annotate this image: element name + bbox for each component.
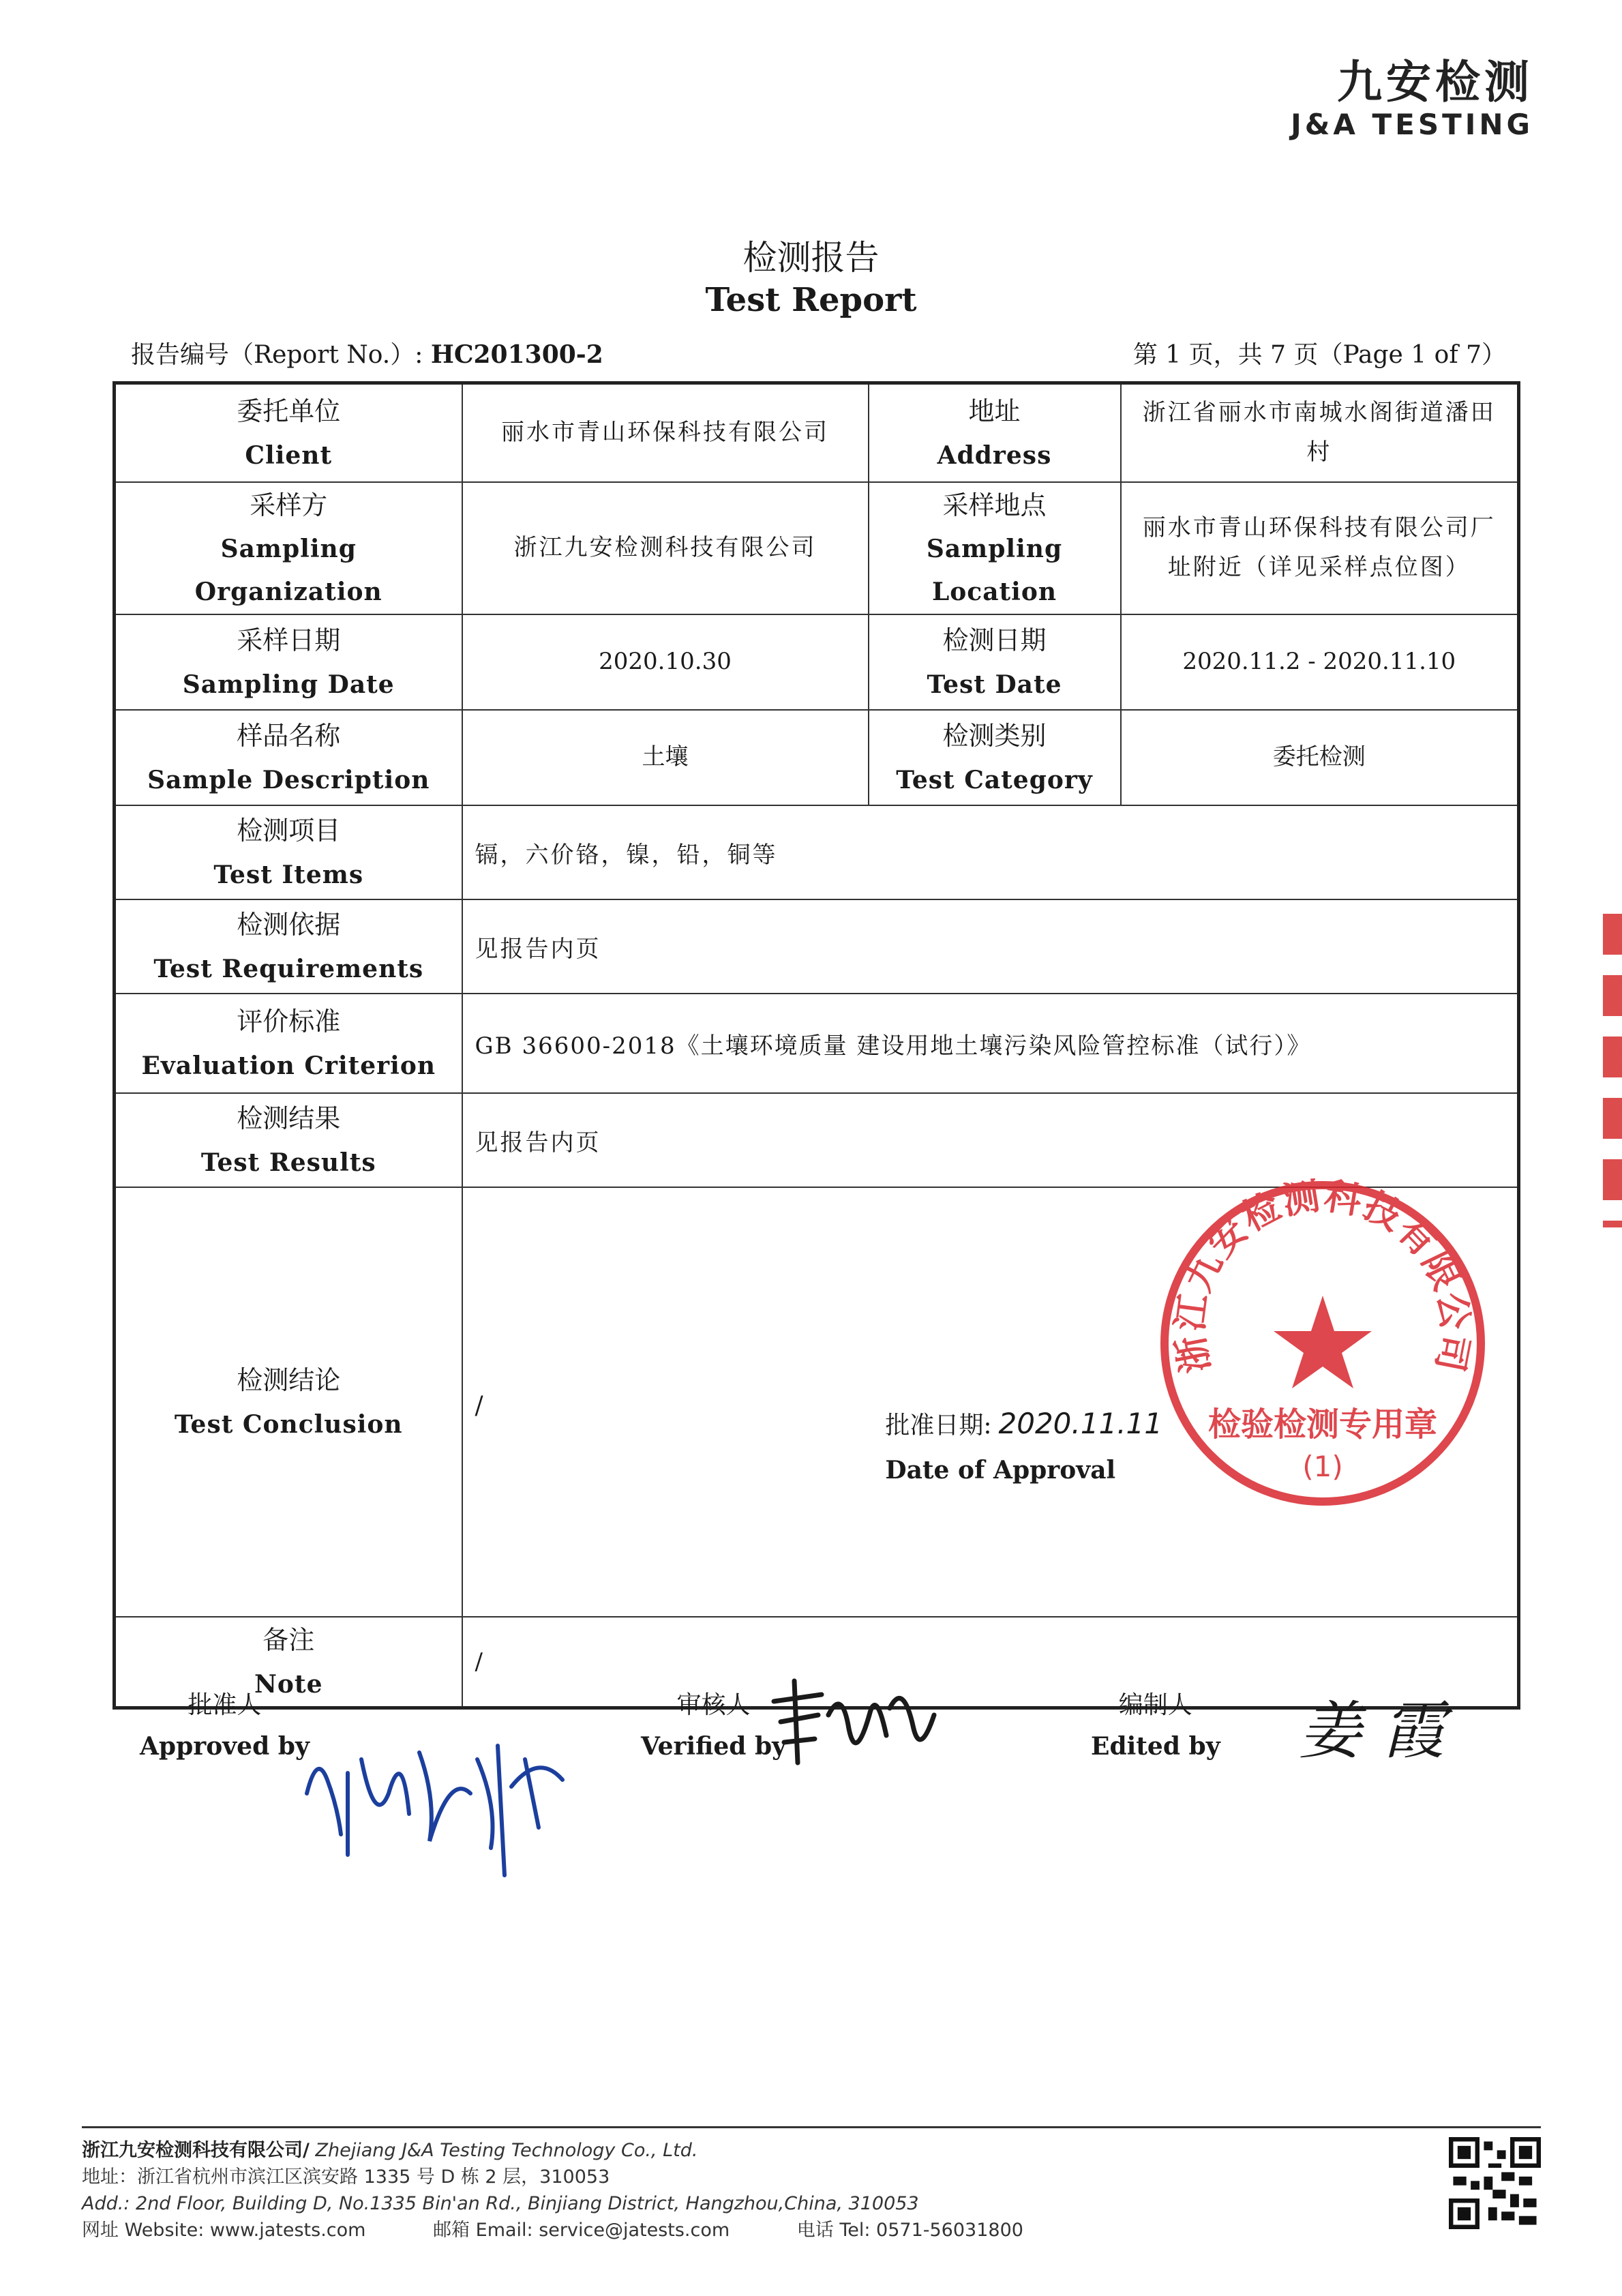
table-row bbox=[115, 383, 1519, 482]
sample-desc-value: 土壤 bbox=[462, 710, 869, 805]
footer-address-en: Add.: 2nd Floor, Building D, No.1335 Bin'an Rd., Binjiang District, Hangzhou,China, 310053 bbox=[82, 2193, 919, 2215]
report-title-cn: 检测报告 bbox=[742, 238, 880, 278]
report-number-label: 报告编号（Report No.）: bbox=[131, 341, 423, 369]
test-date-label-cn: 检测日期 bbox=[942, 625, 1047, 656]
report-title-en: Test Report bbox=[705, 281, 917, 319]
approved-by-block bbox=[140, 1684, 310, 1768]
approval-date-value: 2020.11.11 bbox=[998, 1407, 1162, 1440]
seal-number: (1) bbox=[1302, 1450, 1343, 1483]
page-info: 第 1 页，共 7 页（Page 1 of 7） bbox=[1132, 341, 1506, 369]
footer-divider bbox=[82, 2126, 1541, 2128]
test-category-label-cn: 检测类别 bbox=[942, 721, 1047, 751]
seal-bottom-text: 检验检测专用章 bbox=[1207, 1405, 1438, 1444]
editor-signature: 姜霞 bbox=[1299, 1695, 1466, 1768]
approver-signature bbox=[293, 1691, 580, 1882]
verified-by-block bbox=[641, 1684, 786, 1768]
conclusion-label-cn: 检测结论 bbox=[237, 1365, 341, 1396]
test-date-label bbox=[869, 614, 1121, 710]
sample-desc-label-en: Sample Description bbox=[147, 765, 430, 794]
table-row bbox=[115, 805, 1519, 899]
footer-company-en: Zhejiang J&A Testing Technology Co., Ltd. bbox=[315, 2140, 698, 2161]
approval-date-label-en: Date of Approval bbox=[885, 1456, 1116, 1485]
company-seal bbox=[1152, 1173, 1493, 1514]
note-label-cn: 备注 bbox=[262, 1625, 315, 1655]
client-label-cn: 委托单位 bbox=[237, 396, 341, 426]
test-requirements-value: 见报告内页 bbox=[462, 899, 1519, 994]
footer-website: 网址 Website: www.jatests.com bbox=[82, 2220, 366, 2241]
conclusion-value: / bbox=[475, 1391, 483, 1420]
qr-code-icon bbox=[1449, 2137, 1541, 2229]
edited-by-label-cn: 编制人 bbox=[1118, 1691, 1192, 1719]
sample-desc-label-cn: 样品名称 bbox=[237, 721, 341, 751]
verified-by-label-cn: 审核人 bbox=[676, 1691, 751, 1719]
note-value: / bbox=[462, 1617, 1519, 1708]
sampling-org-label bbox=[115, 482, 462, 615]
evaluation-label-cn: 评价标准 bbox=[237, 1007, 341, 1037]
sampling-location-label-cn: 采样地点 bbox=[942, 490, 1047, 520]
address-label-cn: 地址 bbox=[968, 396, 1021, 426]
test-items-label bbox=[115, 805, 462, 899]
test-items-value: 镉，六价铬，镍，铅，铜等 bbox=[462, 805, 1519, 899]
conclusion-label bbox=[115, 1187, 462, 1617]
address-label-en: Address bbox=[937, 441, 1052, 470]
test-category-label bbox=[869, 710, 1121, 805]
test-requirements-label-en: Test Requirements bbox=[153, 954, 424, 983]
edge-seal-mark bbox=[1603, 914, 1622, 1227]
test-items-label-en: Test Items bbox=[213, 860, 364, 889]
test-results-label-cn: 检测结果 bbox=[237, 1103, 341, 1134]
test-requirements-label-cn: 检测依据 bbox=[237, 910, 341, 940]
report-number-value: HC201300-2 bbox=[430, 340, 603, 369]
test-category-label-en: Test Category bbox=[896, 765, 1093, 794]
table-row bbox=[115, 710, 1519, 805]
test-items-label-cn: 检测项目 bbox=[237, 816, 341, 846]
test-results-value: 见报告内页 bbox=[462, 1093, 1519, 1187]
logo-cn: 九安检测 bbox=[1337, 56, 1533, 108]
company-logo bbox=[1291, 58, 1533, 141]
approved-by-label-en: Approved by bbox=[140, 1732, 310, 1761]
sampling-date-label bbox=[115, 614, 462, 710]
table-row bbox=[115, 994, 1519, 1093]
sampling-org-label-cn: 采样方 bbox=[250, 490, 328, 520]
sample-desc-label bbox=[115, 710, 462, 805]
address-value: 浙江省丽水市南城水阁街道潘田村 bbox=[1121, 383, 1519, 482]
note-label-en: Note bbox=[254, 1669, 323, 1699]
approval-date-label: 批准日期: bbox=[885, 1412, 992, 1440]
conclusion-label-en: Test Conclusion bbox=[174, 1410, 403, 1439]
report-number bbox=[131, 336, 603, 370]
verifier-signature bbox=[767, 1674, 944, 1776]
seal-star-icon bbox=[1274, 1296, 1372, 1388]
footer-company: 浙江九安检测科技有限公司/ bbox=[82, 2140, 310, 2161]
test-results-label-en: Test Results bbox=[200, 1148, 376, 1177]
sampling-date-label-cn: 采样日期 bbox=[237, 625, 341, 656]
footer-address-cn: 地址：浙江省杭州市滨江区滨安路 1335 号 D 栋 2 层，310053 bbox=[82, 2166, 610, 2188]
edited-by-label-en: Edited by bbox=[1091, 1732, 1220, 1761]
test-category-value: 委托检测 bbox=[1121, 710, 1519, 805]
approval-date-block bbox=[885, 1406, 1162, 1485]
test-requirements-label bbox=[115, 899, 462, 994]
sampling-org-value: 浙江九安检测科技有限公司 bbox=[462, 482, 869, 615]
evaluation-value: GB 36600-2018《土壤环境质量 建设用地土壤污染风险管控标准（试行）》 bbox=[462, 994, 1519, 1093]
footer-tel: 电话 Tel: 0571-56031800 bbox=[796, 2220, 1023, 2241]
address-label bbox=[869, 383, 1121, 482]
sampling-location-label-en: Sampling Location bbox=[926, 535, 1063, 606]
table-row bbox=[115, 614, 1519, 710]
evaluation-label bbox=[115, 994, 462, 1093]
evaluation-label-en: Evaluation Criterion bbox=[141, 1051, 436, 1080]
table-row bbox=[115, 482, 1519, 615]
logo-en: J&A TESTING bbox=[1291, 107, 1533, 141]
footer bbox=[82, 2137, 1085, 2244]
sampling-org-label-en: Sampling Organization bbox=[194, 535, 382, 606]
seal-text: 浙江九安检测科技有限公司 bbox=[1168, 1174, 1477, 1377]
sampling-location-label bbox=[869, 482, 1121, 615]
test-date-label-en: Test Date bbox=[927, 670, 1062, 699]
edited-by-block bbox=[1091, 1684, 1220, 1768]
approved-by-label-cn: 批准人 bbox=[187, 1691, 262, 1719]
verified-by-label-en: Verified by bbox=[641, 1732, 787, 1761]
table-row bbox=[115, 899, 1519, 994]
sampling-date-value: 2020.10.30 bbox=[462, 614, 869, 710]
client-label bbox=[115, 383, 462, 482]
test-date-value: 2020.11.2 - 2020.11.10 bbox=[1121, 614, 1519, 710]
sampling-date-label-en: Sampling Date bbox=[182, 670, 395, 699]
sampling-location-value: 丽水市青山环保科技有限公司厂址附近（详见采样点位图） bbox=[1121, 482, 1519, 615]
client-label-en: Client bbox=[245, 441, 333, 470]
client-value: 丽水市青山环保科技有限公司 bbox=[462, 383, 869, 482]
test-results-label bbox=[115, 1093, 462, 1187]
footer-email: 邮箱 Email: service@jatests.com bbox=[433, 2220, 730, 2241]
